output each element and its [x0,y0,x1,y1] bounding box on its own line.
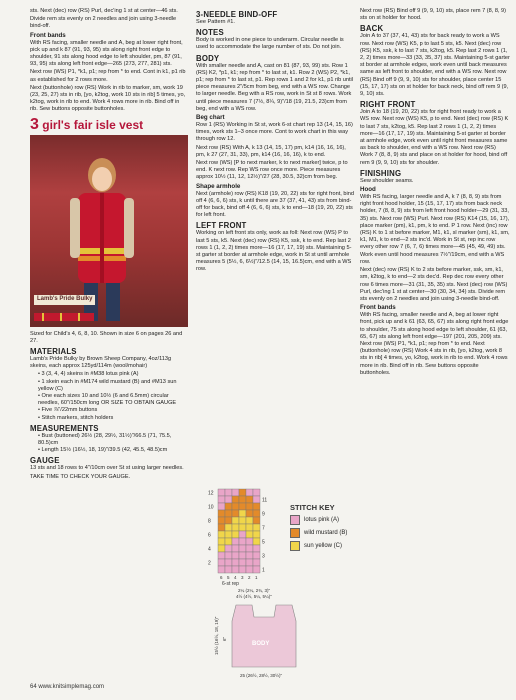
chart-cell [225,531,232,538]
measurements-heading: MEASUREMENTS [30,423,99,433]
chart-cell [253,559,260,566]
schematic-top-label: 2¼ (2¼, 2¾, 3)" [238,588,271,593]
materials-list [30,371,188,421]
chart-cell [239,566,246,573]
chart-cell [218,510,225,517]
chart-row-number: 2 [208,560,211,567]
measurements-list [30,433,188,455]
chart-cell [239,538,246,545]
hood-text-2: Next (dec) row (RS) K to 2 sts before marker, ssk, sm, k1, sm, k2tog, k to end—2 sts dec'd. Rep dec row every other row 6 times more—31 (31, 35, 35) sts. Next (dec) row (WS) Purl, dec'ing 1 st at center—30 (30, 34, 34) sts. Divide rem sts evenly on 2 needles and join using 3-needle bind-off. [360,267,508,302]
chart-row-number: 1 [262,567,265,574]
chart-cell [225,517,232,524]
chart-cell [232,517,239,524]
front-bands-heading: Front bands [360,304,396,312]
schematic-body-label: BODY [252,641,270,647]
finishing-heading: FINISHING [360,168,402,178]
chart-cell [239,552,246,559]
next-row-text-2: Next row (WS) [P to next marker, k to next marker] twice, p to end. K next row. Rep WS row once more. Piece measures approx 10½ (11, 12, 12½)"/27 (28, 30.5, 32)cm from beg. [196,160,348,181]
sized-text: Sized for Child's 4, 6, 8, 10. Shown in size 6 on pages 26 and 27. [30,330,183,344]
column-2 [196,8,354,275]
chart-cell [218,524,225,531]
chart-cell [253,524,260,531]
shape-armhole-text: Next (armhole) row (RS) K18 (19, 20, 22) sts for right front, bind off 4 (6, 6, 6) sts, k until there are 37 (37, 41, 43) sts from bind-off for back, bind off 4 (6, 6, 6) sts, k to end—18 (19, 20, 22) sts for left front. [196,190,354,219]
chart-cell [239,559,246,566]
schematic-side-label-2: 6" [222,636,227,641]
chart-cell [225,496,232,503]
chart-cell [239,545,246,552]
bindoff-text: See Pattern #1. [196,19,235,25]
chart-row-number: 8 [208,518,211,525]
chart-cell [225,566,232,573]
materials-item: • 1 skein each in #M174 wild mustard (B) and #M13 sun yellow (C) [38,379,188,393]
right-front-text: Join A to 18 (19, 20, 22) sts for right front ready to work a WS row. Next row (WS) K5, p to end. Next (dec) row (RS) K to last 7 sts, k2tog, k5. Rep last 2 rows 1 (1, 2, 2) times more—16 (17, 17, 19) sts. Maintaining 5-st garter st border at armhole edge, work even until right front measures same as back to shoulder, end with a WS row. Next row (RS) Work 7 (8, 8, 9) sts and place on st holder for hood, bind off rem 9 (9, 9, 10) sts for shoulder. [360,109,509,166]
back-text: Join A to 37 (37, 41, 43) sts for back ready to work a WS row. Next row (WS) K5, p to last 5 sts, k5. Next (dec) row (RS) K5, ssk, k to last 7 sts, k2tog, k5. Rep last 2 rows 1 (1, 2, 2) times more—33 (33, 35, 37) sts. Maintaining 5-st garter st border at armhole edges, work even until back measures same as left front to shoulder, end with a WS row. Next row (RS) Bind off 9 (9, 9, 10) sts for shoulder, place center 15 (15, 17, 17) sts on st holder for back neck, bind off rem 9 (9, 9, 10) sts. [360,33,510,98]
chart-cell [225,538,232,545]
chart-cell [232,489,239,496]
chart-cell [239,531,246,538]
gauge-heading: GAUGE [30,456,60,466]
chart-cell [246,545,253,552]
chart-cell [246,524,253,531]
chart-col-number: 1 [255,575,258,580]
key-label: sun yellow (C) [304,543,343,549]
stitch-key [290,503,347,554]
chart-row-number: 10 [208,504,214,511]
chart-row-number: 3 [262,553,265,560]
chart-col-number: 2 [248,575,251,580]
gauge-note: TAKE TIME TO CHECK YOUR GAUGE. [30,473,131,480]
chart-cell [218,531,225,538]
chart-row-number: 9 [262,511,265,518]
body-heading: BODY [196,53,220,63]
project-name: girl's fair isle vest [42,117,144,132]
back-heading: BACK [360,24,384,34]
key-item [290,515,347,525]
chart-cell [225,510,232,517]
chart-cell [225,545,232,552]
body-text: With smaller needle and A, cast on 81 (87, 93, 99) sts. Row 1 (RS) K2, *p1, k1; rep from * to last st, k1. Row 2 (WS) P2, *k1, p1; rep from * to last st, p1. Rep rows 1 and 2 for k1, p1 rib until piece measures 2"/5cm from beg, end with a WS row. Change to larger needle. Beg with a RS row, work in St st 8 rows. Work until piece measures 7 (7½, 8¼, 9)"/18 (19, 21.5, 23)cm from beg, end with a WS row. [196,62,354,112]
column-3 [360,8,510,378]
chart-cell [253,503,260,510]
chart-cell [218,496,225,503]
project-title [30,115,188,133]
next-row-text: Next row (RS) Bind off 9 (9, 9, 10) sts, place rem 7 (8, 8, 9) sts on st holder for hood. [360,8,507,22]
chart-cell [253,538,260,545]
materials-item: • Stitch markers, stitch holders [38,415,188,422]
beg-chart-heading: Beg chart [196,114,225,122]
chart-cell [246,496,253,503]
chart-row-number: 12 [208,490,214,497]
chart-col-number: 3 [241,575,244,580]
gauge-text: 13 sts and 18 rows to 4"/10cm over St st using larger needles. [30,465,184,472]
bust-measurement: • Bust (buttoned) 26½ (28, 29½, 31½)"/66.5 (71, 75.5, 80.5)cm [38,433,188,447]
chart-cell [253,552,260,559]
right-front-heading: RIGHT FRONT [360,100,416,110]
chart-cell [246,559,253,566]
chart-cell [232,538,239,545]
front-bands-heading: Front bands [30,31,66,39]
project-number: 3 [30,115,39,133]
vest-photo [30,135,188,327]
materials-heading: MATERIALS [30,347,77,357]
yarn-label: Lamb's Pride Bulky [34,295,95,304]
chart-cell [232,503,239,510]
front-bands-text: With RS facing, smaller needle and A, beg at lower right front, pick up and k 61 (63, 65, 67) sts along right front edge to shoulder, 75 sts along hood edge to left shoulder, 61 (63, 65, 67) sts along left front edge—197 (201, 205, 209) sts. Next row (WS) P1, *k1, p1; rep from * to end. Next (buttonhole) row (RS) Work 4 sts in rib, [yo, k2tog, work 8 sts in rib] 4 times, yo, k2tog, work in rib to end. Work 4 rows more in rib. Bind off in rib. Sew buttons opposite buttonholes. [360,312,509,376]
left-front-text: Working on left front sts only, work as foll: Next row (WS) P to last 5 sts, k5. Next (dec) row (RS) K5, ssk, k to end. Rep last 2 rows 1 (1, 2, 2) times more—16 (17, 17, 19) sts. Maintaining 5-st garter st border at armhole edge, work in St st until armhole measures 5 (5½, 6, 6½)"/12.5 (14, 15, 16.5)cm, end with a WS row. [196,230,352,273]
chart-cell [239,517,246,524]
chart-row-number: 6 [208,532,211,539]
chart-grid [208,487,272,587]
chart-cell [232,531,239,538]
pink-swatch-icon [290,515,300,525]
chart-cell [218,552,225,559]
chart-cell [246,510,253,517]
chart-cell [246,531,253,538]
chart-cell [218,517,225,524]
intro-text-2: Divide rem sts evenly on 2 needles and join using 3-needle bind-off. [30,16,177,30]
chart-cell [253,517,260,524]
vest-schematic [214,585,314,681]
chart-cell [239,524,246,531]
notes-text: Body is worked in one piece to underarm. Circular needle is used to accommodate the large number of sts. Do not join. [196,37,344,51]
chart-cell [246,566,253,573]
schematic-bottom-label: 25 (26½, 28½, 30½)" [240,673,283,678]
materials-item: • Five ⅞"/22mm buttons [38,407,188,414]
chart-cell [239,510,246,517]
chart-row-number: 11 [262,497,268,504]
chart-col-number: 5 [227,575,230,580]
chart-cell [246,489,253,496]
chart-cell [253,496,260,503]
chart-row-number: 7 [262,525,265,532]
schematic-side-label: 15½ (16½, 18, 19)" [214,616,219,655]
chart-cell [218,559,225,566]
key-item [290,541,347,551]
chart-col-number: 6 [220,575,223,580]
next-row-text: Next row (RS) With A, k 13 (14, 15, 17) pm, k14 (16, 16, 16), pm, k 27 (27, 31, 33), pm, k14 (16, 16, 16), k to end. [196,144,346,158]
key-label: lotus pink (A) [304,517,340,523]
length-measurement: • Length 15½ (16½, 18, 19)"/39.5 (42, 45.5, 48.5)cm [38,447,188,454]
chart-row-number: 4 [208,546,211,553]
chart-cell [232,496,239,503]
chart-cell [225,489,232,496]
chart-cell [253,566,260,573]
yarn-swatch [34,313,94,321]
chart-cell [225,552,232,559]
key-label: wild mustard (B) [304,530,348,536]
left-front-heading: LEFT FRONT [196,221,247,231]
hood-heading: Hood [360,186,376,194]
beg-chart-text: Row 1 (RS) Working in St st, work 6-st chart rep 13 (14, 15, 16) times, work sts 1–3 once more. Cont to work chart in this way through row 12. [196,122,353,143]
chart-cell [246,503,253,510]
vest-outline [232,605,296,667]
chart-cell [225,524,232,531]
chart-cell [253,531,260,538]
chart-cell [253,545,260,552]
chart-cell [246,517,253,524]
chart-cell [232,566,239,573]
materials-intro: Lamb's Pride Bulky by Brown Sheep Company, 4oz/113g skeins, each approx 125yd/114m (wool/mohair) [30,356,172,370]
chart-col-number: 4 [234,575,237,580]
materials-item: • 3 (3, 4, 4) skeins in #M38 lotus pink (A) [38,371,188,378]
chart-cell [253,489,260,496]
intro-text: sts. Next (dec) row (RS) Purl, dec'ing 1 st at center—46 sts. [30,8,178,14]
key-item [290,528,347,538]
chart-cell [218,489,225,496]
front-bands-text: With RS facing, smaller needle and A, beg at lower right front, pick up and k 87 (91, 93, 95) sts along right front edge to shoulder, 91 sts along hood edge to left shoulder, pm, 87 (91, 93, 95) sts along left front edge—265 (273, 277, 281) sts. [30,39,183,68]
next-row-text: Next row (WS) P1, *k1, p1; rep from * to end. Cont in k1, p1 rib as established for 2 rows more. [30,69,186,83]
mustard-swatch-icon [290,528,300,538]
bindoff-heading: 3-NEEDLE BIND-OFF [196,10,278,19]
finishing-text: Sew shoulder seams. [360,177,414,184]
chart-rep-label: 6-st rep [222,581,239,587]
chart-cell [246,552,253,559]
chart-cell [232,559,239,566]
chart-cell [239,496,246,503]
chart-cell [225,503,232,510]
buttonhole-text: Next (buttonhole) row (RS) Work in rib to marker, sm, work 19 (23, 25, 27) sts in rib, [yo, k2tog, work 10 sts in rib] 5 times, yo, k2tog, work in rib to end. Work 4 rows more in rib. Bind off in rib. Sew buttons opposite buttonholes. [30,84,186,113]
chart-cell [232,524,239,531]
colorwork-chart [208,487,272,588]
chart-cell [218,538,225,545]
yellow-swatch-icon [290,541,300,551]
hood-text: With RS facing, larger needle and A, k 7 (8, 8, 9) sts from right front hood holder, 15 (15, 17, 17) sts from back neck holder, 7 (8, 8, 9) sts from left front hood holder—29 (31, 33, 35) sts. Next row (WS) Purl. Next row (RS) K14 (15, 16, 17), place marker (pm), k1, pm, k to end. P 1 row. Next (inc) row (RS) K to 1 st before marker, M1, k1, sl marker (sm), k1, sm, k1, M1, k to end—2 sts inc'd. Work in St st, rep inc row every other row 7 (6, 7, 6) times more—45 (45, 49, 49) sts. Work even until hood measures 7½"/19cm, end with a WS row. [360,194,510,265]
chart-cell [232,545,239,552]
schematic-top-label-2: 4½ (4½, 5¼, 5¼)" [236,594,272,599]
chart-cell [218,503,225,510]
chart-cell [239,489,246,496]
shape-armhole-heading: Shape armhole [196,182,241,190]
chart-cell [253,510,260,517]
chart-row-number: 5 [262,539,265,546]
chart-cell [246,538,253,545]
notes-heading: NOTES [196,28,224,38]
page-footer: 64 www.knitsimplemag.com [30,684,105,690]
stitch-key-title: STITCH KEY [290,503,335,512]
chart-cell [239,503,246,510]
chart-cell [232,552,239,559]
materials-item: • One each sizes 10 and 10½ (6 and 6.5mm) circular needles, 60"/150cm long OR SIZE TO OBTAIN GAUGE [38,393,188,407]
chart-cell [232,510,239,517]
column-1 [30,8,188,482]
chart-cell [218,566,225,573]
chart-cell [225,559,232,566]
chart-cell [218,545,225,552]
